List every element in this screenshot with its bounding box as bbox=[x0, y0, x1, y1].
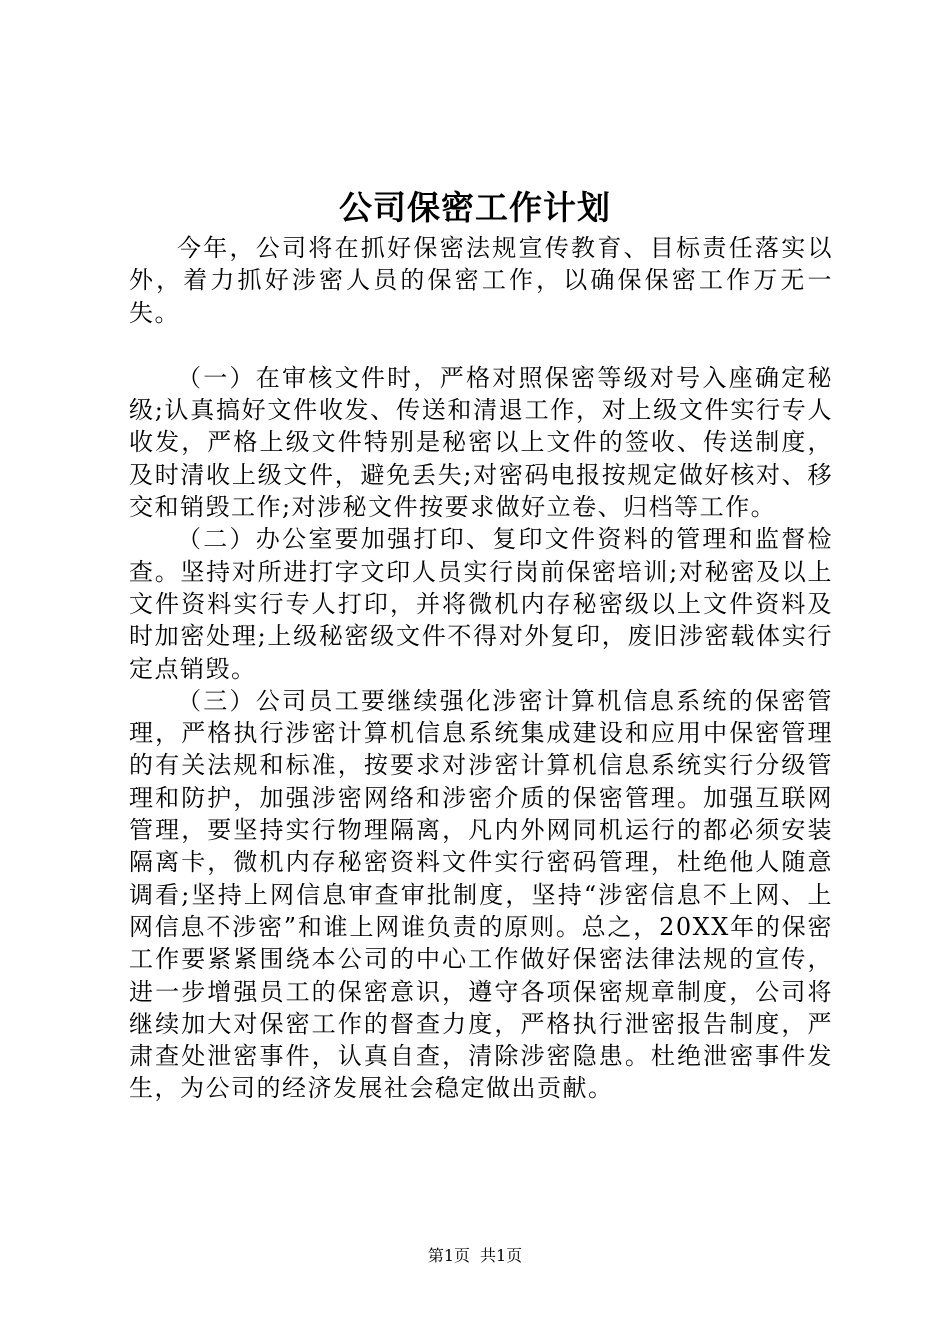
page-footer bbox=[0, 1245, 950, 1267]
page-number: 第1页 bbox=[427, 1246, 470, 1265]
intro-paragraph: 今年，公司将在抓好保密法规宣传教育、目标责任落实以外，着力抓好涉密人员的保密工作，以确保保密工作万无一失。 bbox=[129, 234, 833, 327]
page-total: 共1页 bbox=[480, 1246, 523, 1265]
section-three-paragraph: （三）公司员工要继续强化涉密计算机信息系统的保密管理，严格执行涉密计算机信息系统集成建设和应用中保密管理的有关法规和标准，按要求对涉密计算机信息系统实行分级管理和防护，加强涉密网络和涉密介质的保密管理。加强互联网管理，要坚持实行物理隔离，凡内外网同机运行的都必须安装隔离卡，微机内存秘密资料文件实行密码管理，杜绝他人随意调看;坚持上网信息审查审批制度，坚持“涉密信息不上网、上网信息不涉密”和谁上网谁负责的原则。总之，20XX年的保密工作要紧紧围绕本公司的中心工作做好保密法律法规的宣传，进一步增强员工的保密意识，遵守各项保密规章制度，公司将继续加大对保密工作的督查力度，严格执行泄密报告制度，严肃查处泄密事件，认真自查，清除涉密隐患。杜绝泄密事件发生，为公司的经济发展社会稳定做出贡献。 bbox=[129, 686, 833, 1103]
section-one-paragraph: （一）在审核文件时，严格对照保密等级对号入座确定秘级;认真搞好文件收发、传送和清退工作，对上级文件实行专人收发，严格上级文件特别是秘密以上文件的签收、传送制度，及时清收上级文件，避免丢失;对密码电报按规定做好核对、移交和销毁工作;对涉秘文件按要求做好立卷、归档等工作。 bbox=[129, 363, 833, 522]
document-title: 公司保密工作计划 bbox=[339, 188, 611, 227]
section-two-paragraph: （二）办公室要加强打印、复印文件资料的管理和监督检查。坚持对所进打字文印人员实行岗前保密培训;对秘密及以上文件资料实行专人打印，并将微机内存秘密级以上文件资料及时加密处理;上级秘密级文件不得对外复印，废旧涉密载体实行定点销毁。 bbox=[129, 525, 833, 683]
document-body bbox=[129, 232, 833, 1105]
